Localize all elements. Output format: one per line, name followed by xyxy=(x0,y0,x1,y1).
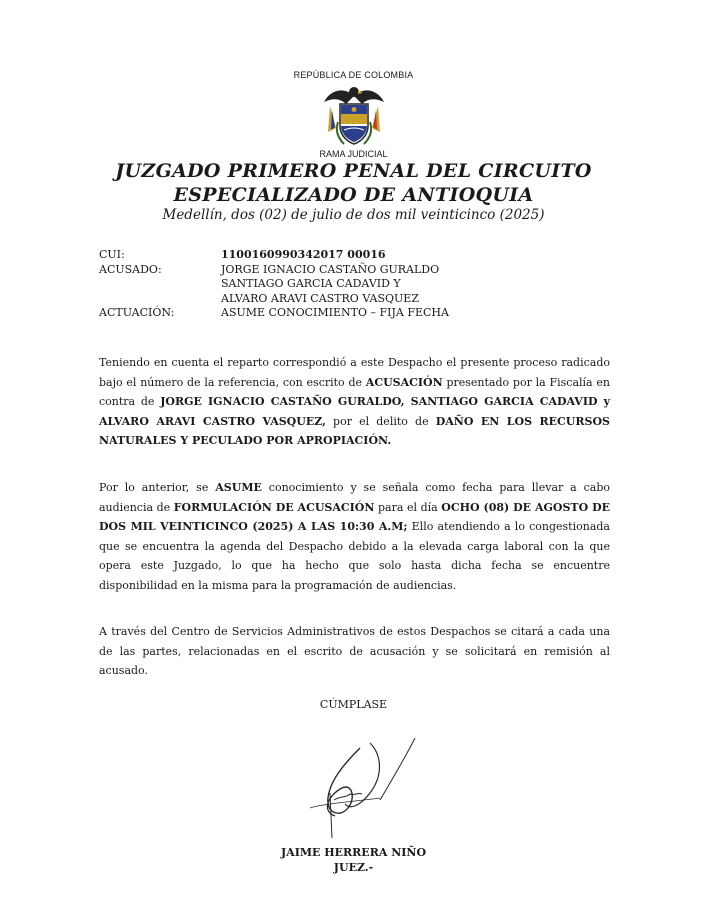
signer-title: JUEZ.- xyxy=(333,861,374,874)
text-run: conocimiento y se señala como fecha para llevar a cabo audiencia de xyxy=(99,481,611,514)
bold-run: JORGE IGNACIO CASTAÑO GURALDO, SANTIAGO GARCIA CADAVID y ALVARO ARAVI CASTRO VASQUEZ, xyxy=(99,395,610,428)
accused-label: ACUSADO: xyxy=(99,262,162,276)
branch-heading: RAMA JUDICIAL xyxy=(319,149,388,159)
action-label: ACTUACIÓN: xyxy=(99,306,175,319)
bold-run: FORMULACIÓN DE ACUSACIÓN xyxy=(173,500,375,514)
accused-name: SANTIAGO GARCIA CADAVID Y xyxy=(221,277,401,290)
paragraph-hearing-date xyxy=(99,478,610,595)
action-row xyxy=(99,306,581,321)
text-run: para el día xyxy=(374,500,442,514)
cui-value: 1100160990342017 00016 xyxy=(221,248,386,261)
cumplase-text: CÚMPLASE xyxy=(319,698,388,711)
text-run: Por lo anterior, se xyxy=(99,481,216,494)
action-value: ASUME CONOCIMIENTO – FIJA FECHA xyxy=(221,306,449,319)
signer-name: JAIME HERRERA NIÑO xyxy=(280,846,427,859)
cui-label: CUI: xyxy=(99,248,125,261)
text-run: por el delito de xyxy=(325,414,436,428)
country-heading: REPÚBLICA DE COLOMBIA xyxy=(293,70,414,80)
bold-run: OCHO (08) DE AGOSTO DE DOS MIL VEINTICINCO (2025) A LAS 10:30 A.M; xyxy=(99,500,610,533)
accused-row xyxy=(99,263,581,307)
bold-run: ASUME xyxy=(215,481,262,494)
paragraph-case-assignment xyxy=(99,353,610,451)
paragraph-notifications: A través del Centro de Servicios Administrativos de estos Despachos se citará a cada una de las partes, relacionadas en el escrito de acusación y se solicitará en remisión al acusado. xyxy=(99,625,610,677)
text-run: Ello atendiendo a lo congestionada que se encuentra la agenda del Despacho debido a la elevada carga laboral con la que opera este Juzgado, lo que ha hecho que solo hasta dicha fecha se encuentre disponibilidad en la misma para la programación de audiencias. xyxy=(99,520,610,592)
accused-name: JORGE IGNACIO CASTAÑO GURALDO xyxy=(221,262,440,276)
text-run: presentado por la Fiscalía en contra de xyxy=(99,375,610,408)
dateline: Medellín, dos (02) de julio de dos mil veinticinco (2025) xyxy=(162,207,545,223)
case-info-block xyxy=(99,248,581,321)
accused-name: ALVARO ARAVI CASTRO VASQUEZ xyxy=(221,291,419,305)
coat-of-arms-icon xyxy=(322,82,386,148)
text-run: Teniendo en cuenta el reparto correspondió a este Despacho el presente proceso radicado bajo el número de la referencia, con escrito de xyxy=(99,356,610,389)
court-name-line-1: JUZGADO PRIMERO PENAL DEL CIRCUITO xyxy=(115,160,592,182)
bold-run: ACUSACIÓN xyxy=(365,375,443,389)
accused-list xyxy=(221,263,581,307)
bold-run: DAÑO EN LOS RECURSOS NATURALES Y PECULADO POR APROPIACIÓN. xyxy=(99,414,611,447)
court-name-line-2: ESPECIALIZADO DE ANTIOQUIA xyxy=(173,184,534,206)
cui-row xyxy=(99,248,581,263)
handwritten-signature xyxy=(290,738,430,848)
